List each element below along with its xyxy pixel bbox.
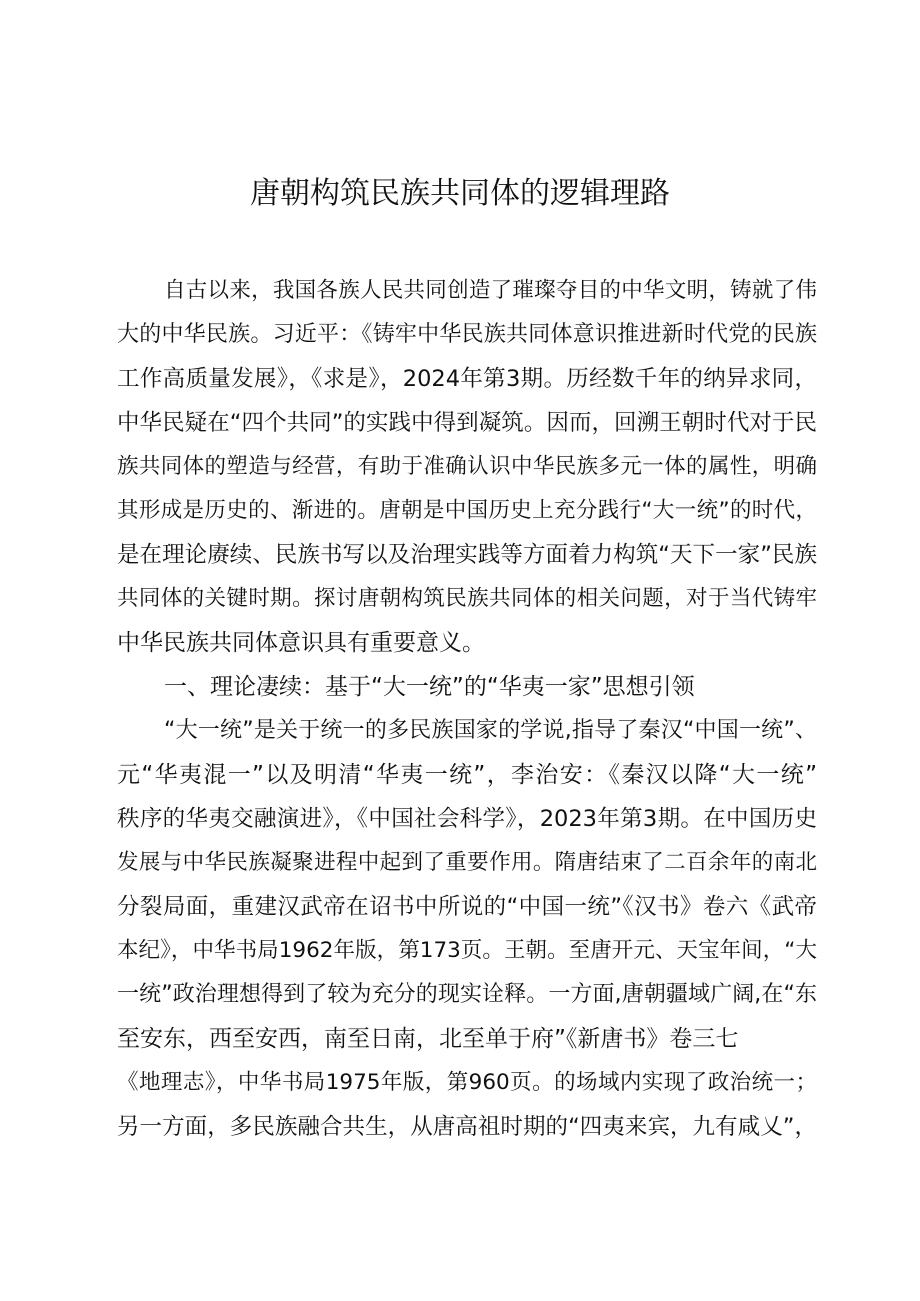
paragraph-1-line-2: 大的中华民族。习近平：《铸牢中华民族共同体意识推进新时代党的民族 [117, 322, 817, 347]
paragraph-2-line-10: 另一方面，多民族融合共生，从唐高祖时期的“四夷来宾，九有咸乂”， [117, 1114, 817, 1140]
paragraph-1-line-3: 工作高质量发展》，《求是》，2024年第3期。历经数千年的纳异求同， [117, 366, 817, 392]
section-heading: 一、理论凄续：基于“大一统”的“华夷一家”思想引领 [164, 674, 695, 700]
paragraph-1-line-7: 是在理论赓续、民族书写以及治理实践等方面着力构筑“天下一家”民族 [117, 542, 817, 568]
paragraph-2-line-5: 分裂局面，重建汉武帝在诏书中所说的“中国一统”《汉书》卷六《武帝 [117, 894, 817, 920]
paragraph-1-line-6: 其形成是历史的、渐进的。唐朝是中国历史上充分践行“大一统”的时代， [117, 498, 817, 523]
paragraph-2-line-7: 一统”政治理想得到了较为充分的现实诠释。一方面,唐朝疆域广阔,在“东 [117, 982, 817, 1007]
paragraph-1-line-9: 中华民族共同体意识具有重要意义。 [117, 630, 485, 656]
paragraph-2-line-2: 元“华夷混一”以及明清“华夷一统”，李治安：《秦汉以降“大一统” [117, 762, 817, 788]
paragraph-2-line-8: 至安东，西至安西，南至日南，北至单于府”《新唐书》卷三七 [117, 1026, 739, 1052]
paragraph-1-line-8: 共同体的关键时期。探讨唐朝构筑民族共同体的相关问题，对于当代铸牢 [117, 586, 817, 611]
paragraph-1-line-5: 族共同体的塑造与经营，有助于准确认识中华民族多元一体的属性，明确 [117, 454, 817, 479]
paragraph-2-line-9: 《地理志》，中华书局1975年版，第960页。的场域内实现了政治统一； [117, 1070, 817, 1095]
paragraph-2-line-6: 本纪》，中华书局1962年版，第173页。王朝。至唐开元、天宝年间，“大 [117, 938, 817, 963]
document-title: 唐朝构筑民族共同体的逻辑理路 [250, 176, 670, 211]
paragraph-2-line-1: “大一统”是关于统一的多民族国家的学说,指导了秦汉“中国一统”、 [164, 718, 817, 743]
paragraph-1-line-4: 中华民疑在“四个共同”的实践中得到凝筑。因而，回溯王朝时代对于民 [117, 410, 817, 436]
paragraph-2-line-4: 发展与中华民族凝聚进程中起到了重要作用。隋唐结束了二百余年的南北 [117, 850, 817, 875]
paragraph-1-line-1: 自古以来，我国各族人民共同创造了璀璨夺目的中华文明，铸就了伟 [164, 278, 817, 303]
paragraph-2-line-3: 秩序的华夷交融演进》，《中国社会科学》，2023年第3期。在中国历史 [117, 806, 817, 832]
